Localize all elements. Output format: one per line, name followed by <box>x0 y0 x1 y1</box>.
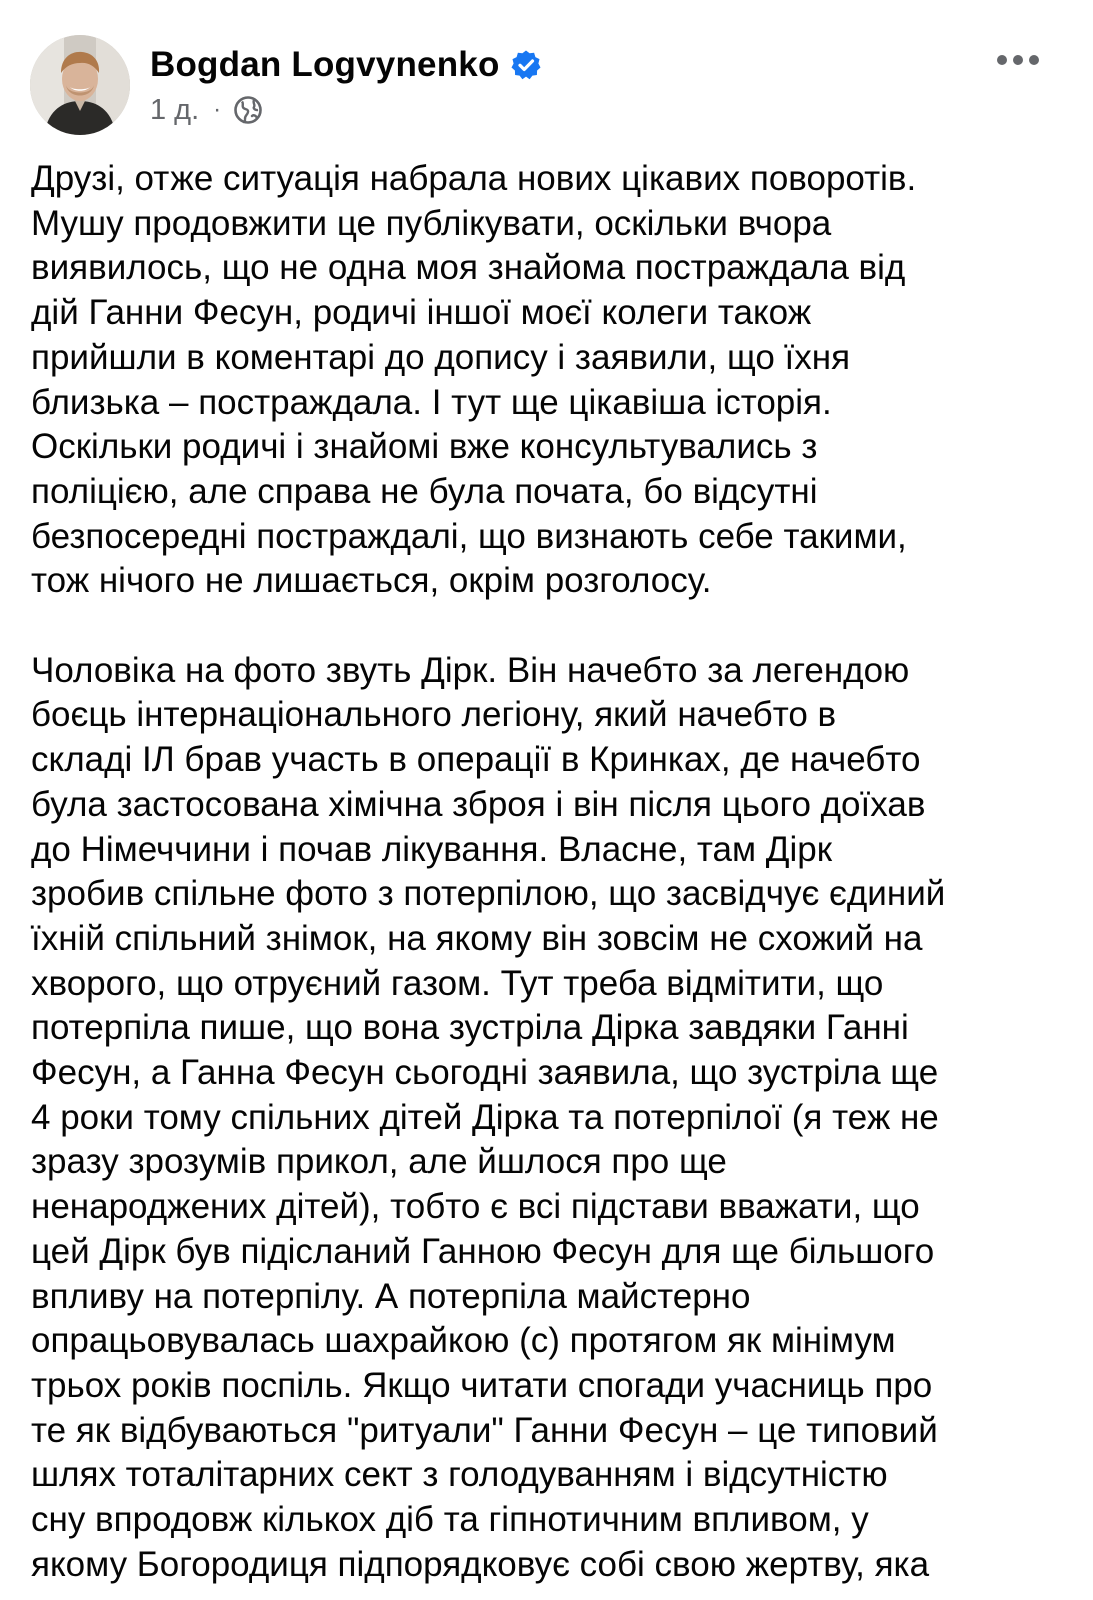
text-line: опрацьовувалась шахрайкою (с) протягом як мінімум <box>31 1321 896 1361</box>
text-line: сну впродовж кількох діб та гіпнотичним впливом, у <box>31 1500 869 1540</box>
author-line <box>150 40 542 90</box>
text-line: зробив спільне фото з потерпілою, що засвідчує єдиний <box>31 874 946 914</box>
text-line: боєць інтернаціонального легіону, який начебто в <box>31 695 837 735</box>
text-line: трьох років поспіль. Якщо читати спогади учасниць про <box>31 1365 933 1405</box>
text-line: прийшли в коментарі до допису і заявили, що їхня <box>31 337 851 377</box>
text-line: Оскільки родичі і знайомі вже консультувались з <box>31 427 818 467</box>
text-line: Друзі, отже ситуація набрала нових цікавих поворотів. <box>31 159 917 198</box>
text-line: їхній спільний знімок, на якому він зовсім не схожий на <box>31 918 923 958</box>
text-line: Фесун, а Ганна Фесун сьогодні заявила, що зустріла ще <box>31 1053 939 1093</box>
text-line: впливу на потерпілу. А потерпіла майстерно <box>31 1276 751 1316</box>
text-line: потерпіла пише, що вона зустріла Дірка завдяки Ганні <box>31 1008 909 1048</box>
author-name[interactable]: Bogdan Logvynenko <box>150 45 500 84</box>
more-options-icon <box>985 52 1051 68</box>
text-line: ненароджених дітей), тобто є всі підстави вважати, що <box>31 1187 920 1227</box>
text-line: якому Богородиця підпорядковує собі свою жертву, яка <box>31 1544 930 1584</box>
more-options-button[interactable] <box>985 40 1051 80</box>
text-line: була застосована хімічна зброя і він після цього доїхав <box>31 784 926 824</box>
text-line: безпосередні постраждалі, що визнають себе такими, <box>31 516 907 556</box>
post-timestamp[interactable]: 1 д. <box>150 93 200 126</box>
meta-separator: · <box>213 96 222 123</box>
avatar[interactable] <box>30 35 130 135</box>
post-paragraph <box>31 649 1071 1588</box>
text-line: близька – постраждала. І тут ще цікавіша історія. <box>31 382 832 422</box>
text-line: поліцією, але справа не була почата, бо відсутні <box>31 471 818 511</box>
verified-badge-icon <box>510 49 542 81</box>
globe-icon[interactable] <box>233 95 263 125</box>
text-line: складі ІЛ брав участь в операції в Кринках, де начебто <box>31 740 921 780</box>
post-text <box>31 157 1071 1587</box>
text-line: цей Дірк був підісланий Ганною Фесун для ще більшого <box>31 1231 935 1271</box>
text-line: тож нічого не лишається, окрім розголосу. <box>31 561 712 601</box>
text-line: виявилось, що не одна моя знайома постраждала від <box>31 248 906 288</box>
text-line: зразу зрозумів прикол, але йшлося про ще <box>31 1142 727 1182</box>
text-line: хворого, що отруєний газом. Тут треба відмітити, що <box>31 963 884 1003</box>
text-line: шлях тоталітарних сект з голодуванням і відсутністю <box>31 1455 888 1495</box>
post-paragraph <box>31 157 1071 604</box>
text-line: до Німеччини і почав лікування. Власне, там Дірк <box>31 829 833 869</box>
paragraph-gap <box>31 604 1071 649</box>
post-header <box>0 0 1093 150</box>
text-line: Мушу продовжити це публікувати, оскільки вчора <box>31 203 832 243</box>
text-line: Чоловіка на фото звуть Дірк. Він начебто за легендою <box>31 650 910 690</box>
text-line: 4 роки тому спільних дітей Дірка та потерпілої (я теж не <box>31 1097 939 1137</box>
text-line: те як відбуваються "ритуали" Ганни Фесун – це типовий <box>31 1410 938 1450</box>
text-line: дій Ганни Фесун, родичі іншої моєї колеги також <box>31 293 812 333</box>
avatar-photo <box>30 35 130 135</box>
post-meta <box>150 90 263 130</box>
